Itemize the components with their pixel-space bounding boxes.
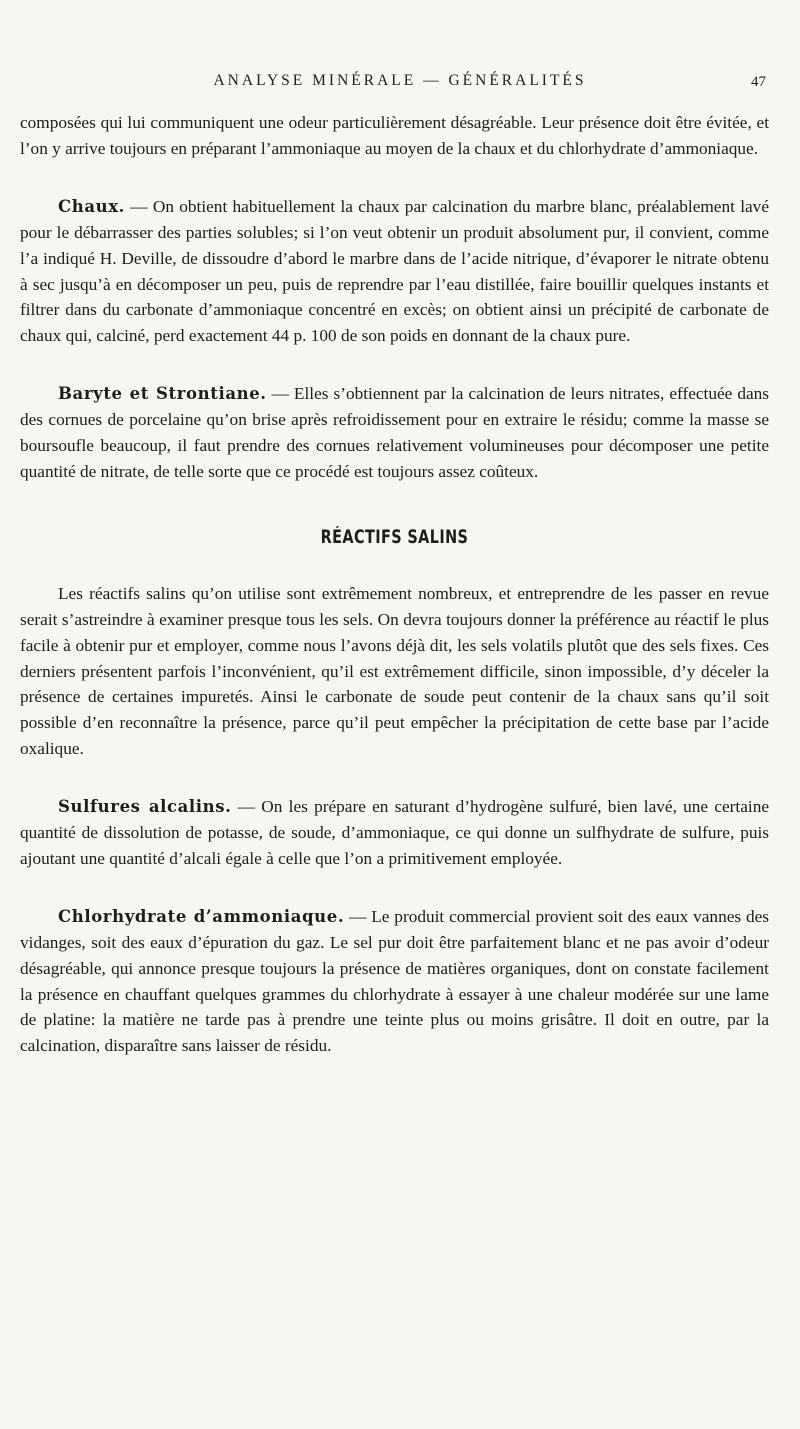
paragraph-baryte (20, 381, 769, 485)
run-in-heading-chlorhydrate: Chlorhydrate d’ammoniaque. (58, 906, 345, 926)
page-body (20, 110, 769, 1059)
page-number: 47 (751, 74, 766, 90)
running-header (20, 72, 780, 96)
running-title: ANALYSE MINÉRALE — GÉNÉRALITÉS (213, 72, 587, 89)
paragraph-chaux (20, 194, 769, 349)
paragraph-continuation: composées qui lui communiquent une odeur particulièrement désagréable. Leur présence doit être évitée, et l’on y arrive toujours en préparant l’ammoniaque au moyen de la chaux et du chlorhydrate d’ammoniaque. (20, 113, 769, 158)
paragraph-chlorhydrate-text: — Le produit commercial provient soit des eaux vannes des vidanges, soit des eaux d’épuration du gaz. Le sel pur doit être parfaitement blanc et ne pas avoir d’odeur désagréable, qui annonce presque toujours la présence de matières organiques, dont on constate facilement la présence en chauffant quelques grammes du chlorhydrate à essayer à une chaleur modérée sur une lame de platine: la matière ne tarde pas à prendre une teinte plus ou moins grisâtre. Il doit en outre, par la calcination, disparaître sans laisser de résidu. (20, 906, 769, 1056)
paragraph-baryte-text: — Elles s’obtiennent par la calcination de leurs nitrates, effectuée dans des cornues de porcelaine qu’on brise après refroidissement pour en extraire le résidu; comme la masse se boursoufle beaucoup, il faut prendre des cornues relativement volumineuses pour décomposer une petite quantité de nitrate, de telle sorte que ce procédé est toujours assez coûteux. (20, 384, 769, 481)
paragraph-chlorhydrate (20, 904, 769, 1059)
run-in-heading-baryte: Baryte et Strontiane. (58, 384, 267, 404)
section-title: RÉACTIFS SALINS (320, 526, 469, 548)
paragraph-sulfures-text: — On les prépare en saturant d’hydrogène sulfuré, bien lavé, une certaine quantité de dissolution de potasse, de soude, d’ammoniaque, ce qui donne un sulfhydrate de sulfure, puis ajoutant une quantité d’alcali égale à celle que l’on a primitivement employée. (20, 797, 770, 868)
paragraph-sulfures (20, 794, 769, 872)
run-in-heading-sulfures: Sulfures alcalins. (58, 797, 232, 817)
run-in-heading-chaux: Chaux. (58, 196, 125, 216)
paragraph-reactifs: Les réactifs salins qu’on utilise sont extrêmement nombreux, et entreprendre de les passer en revue serait s’astreindre à examiner presque tous les sels. On devra toujours donner la préférence au réactif le plus facile à obtenir pur et employer, comme nous l’avons déjà dit, les sels volatils plutôt que des sels fixes. Ces derniers présentent parfois l’inconvénient, qu’il est extrêmement difficile, sinon impossible, d’y déceler la présence de certaines impuretés. Ainsi le carbonate de soude peut contenir de la chaux sans qu’il soit possible d’en reconnaître la présence, parce qu’il peut empêcher la précipitation de cette base par l’acide oxalique. (20, 583, 769, 759)
paragraph-chaux-text: — On obtient habituellement la chaux par calcination du marbre blanc, préalablement lavé pour le débarrasser des parties solubles; si l’on veut obtenir un produit absolument pur, il convient, comme l’a indiqué H. Deville, de dissoudre d’abord le marbre dans de l’acide nitrique, d’évaporer le nitrate obtenu à sec jusqu’à en décomposer un peu, puis de reprendre par l’eau distillée, faire bouillir quelques instants et filtrer dans du carbonate d’ammoniaque concentré en excès; on obtient ainsi un précipité de carbonate de chaux qui, calciné, perd exactement 44 p. 100 de son poids en donnant de la chaux pure. (20, 196, 769, 346)
